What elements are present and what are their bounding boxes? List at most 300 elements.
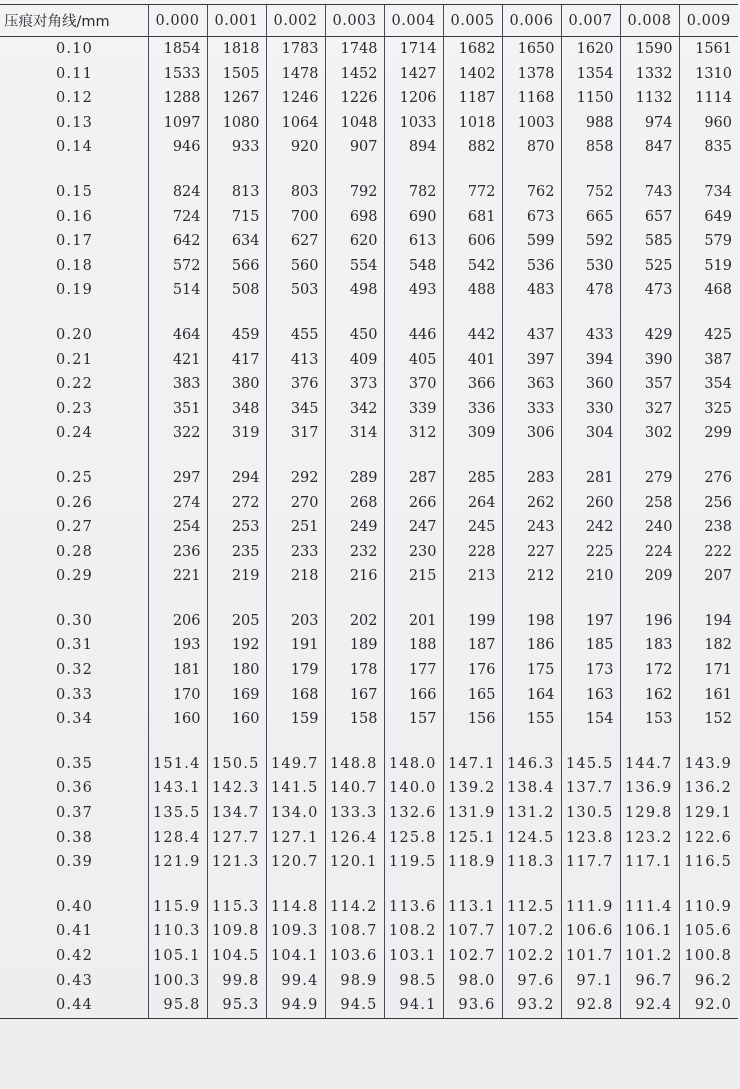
hardness-cell: 153 [620, 707, 679, 732]
diagonal-cell: 0.28 [56, 543, 94, 560]
hardness-cell: 192 [207, 633, 266, 658]
hardness-cell: 172 [620, 658, 679, 683]
table-row [0, 801, 738, 826]
hardness-cell: 243 [502, 515, 561, 540]
hardness-cell: 322 [148, 421, 207, 446]
hardness-cell: 260 [561, 491, 620, 516]
hardness-cell: 110.9 [679, 895, 738, 920]
hardness-cell: 1332 [620, 62, 679, 87]
hardness-cell: 272 [207, 491, 266, 516]
hardness-cell: 266 [384, 491, 443, 516]
diagonal-cell: 0.31 [56, 637, 94, 654]
hardness-cell: 503 [266, 278, 325, 303]
hardness-cell: 397 [502, 348, 561, 373]
hardness-cell: 158 [325, 707, 384, 732]
header-col: 0.002 [266, 5, 325, 37]
hardness-cell: 468 [679, 278, 738, 303]
hardness-cell: 189 [325, 633, 384, 658]
spacer-cell [0, 160, 148, 180]
table-row [0, 658, 738, 683]
spacer-cell [148, 589, 207, 609]
hardness-cell: 197 [561, 609, 620, 634]
hardness-cell: 110.3 [148, 919, 207, 944]
hardness-cell: 159 [266, 707, 325, 732]
hardness-cell: 235 [207, 540, 266, 565]
hardness-cell: 141.5 [266, 776, 325, 801]
hardness-cell: 366 [443, 372, 502, 397]
diagonal-cell: 0.13 [56, 114, 94, 131]
hardness-cell: 128.4 [148, 826, 207, 851]
hardness-cell: 171 [679, 658, 738, 683]
hardness-cell: 634 [207, 229, 266, 254]
spacer-cell [443, 303, 502, 323]
hardness-cell: 207 [679, 564, 738, 589]
hardness-cell: 140.0 [384, 776, 443, 801]
hardness-cell: 105.1 [148, 944, 207, 969]
hardness-cell: 1427 [384, 62, 443, 87]
hardness-cell: 228 [443, 540, 502, 565]
hardness-cell: 106.1 [620, 919, 679, 944]
spacer-cell [384, 303, 443, 323]
table-row [0, 969, 738, 994]
hardness-cell: 112.5 [502, 895, 561, 920]
hardness-cell: 144.7 [620, 752, 679, 777]
spacer-cell [148, 446, 207, 466]
hardness-cell: 145.5 [561, 752, 620, 777]
hardness-cell: 176 [443, 658, 502, 683]
hardness-cell: 134.0 [266, 801, 325, 826]
hardness-cell: 483 [502, 278, 561, 303]
hardness-cell: 281 [561, 466, 620, 491]
hardness-cell: 276 [679, 466, 738, 491]
hardness-cell: 122.6 [679, 826, 738, 851]
hardness-cell: 429 [620, 323, 679, 348]
table-row [0, 62, 738, 87]
spacer-cell [502, 303, 561, 323]
diagonal-cell: 0.38 [56, 829, 94, 846]
diagonal-cell: 0.44 [0, 993, 148, 1018]
hardness-cell: 209 [620, 564, 679, 589]
table-row [0, 135, 738, 160]
hardness-cell: 1783 [266, 37, 325, 62]
hardness-cell: 230 [384, 540, 443, 565]
hardness-cell: 151.4 [148, 752, 207, 777]
hardness-cell: 548 [384, 254, 443, 279]
spacer-cell [561, 732, 620, 752]
group-spacer [0, 589, 738, 609]
table-row [0, 944, 738, 969]
spacer-cell [502, 589, 561, 609]
header-col: 0.001 [207, 5, 266, 37]
hardness-cell: 126.4 [325, 826, 384, 851]
hardness-cell: 103.1 [384, 944, 443, 969]
spacer-cell [679, 303, 738, 323]
spacer-cell [620, 160, 679, 180]
hardness-cell: 119.5 [384, 850, 443, 875]
hardness-cell: 370 [384, 372, 443, 397]
hardness-cell: 560 [266, 254, 325, 279]
hardness-cell: 173 [561, 658, 620, 683]
hardness-cell: 100.3 [148, 969, 207, 994]
hardness-cell: 519 [679, 254, 738, 279]
spacer-cell [266, 875, 325, 895]
hardness-cell: 148.8 [325, 752, 384, 777]
hardness-cell: 105.6 [679, 919, 738, 944]
diagonal-cell: 0.41 [56, 923, 94, 940]
hardness-cell: 592 [561, 229, 620, 254]
hardness-cell: 165 [443, 683, 502, 708]
spacer-cell [384, 875, 443, 895]
hardness-cell: 147.1 [443, 752, 502, 777]
diagonal-cell: 0.27 [56, 519, 94, 536]
hardness-cell: 1452 [325, 62, 384, 87]
hardness-cell: 835 [679, 135, 738, 160]
hardness-cell: 376 [266, 372, 325, 397]
spacer-cell [443, 875, 502, 895]
hardness-cell: 394 [561, 348, 620, 373]
hardness-cell: 127.1 [266, 826, 325, 851]
hardness-cell: 348 [207, 397, 266, 422]
hardness-cell: 450 [325, 323, 384, 348]
hardness-cell: 803 [266, 180, 325, 205]
hardness-cell: 166 [384, 683, 443, 708]
header-col: 0.009 [679, 5, 738, 37]
hardness-cell: 734 [679, 180, 738, 205]
hardness-cell: 160 [148, 707, 207, 732]
hardness-cell: 186 [502, 633, 561, 658]
table-row [0, 254, 738, 279]
hardness-cell: 102.2 [502, 944, 561, 969]
hardness-cell: 201 [384, 609, 443, 634]
diagonal-cell: 0.23 [56, 400, 94, 417]
hardness-cell: 94.1 [384, 993, 443, 1018]
table-row [0, 776, 738, 801]
hardness-cell: 238 [679, 515, 738, 540]
hardness-cell: 380 [207, 372, 266, 397]
diagonal-cell: 0.17 [56, 233, 94, 250]
spacer-cell [443, 160, 502, 180]
hardness-cell: 103.6 [325, 944, 384, 969]
hardness-cell: 164 [502, 683, 561, 708]
table-row [0, 348, 738, 373]
hardness-cell: 216 [325, 564, 384, 589]
hardness-cell: 572 [148, 254, 207, 279]
group-spacer [0, 446, 738, 466]
spacer-cell [0, 732, 148, 752]
hardness-cell: 325 [679, 397, 738, 422]
hardness-cell: 136.2 [679, 776, 738, 801]
hardness-cell: 413 [266, 348, 325, 373]
hardness-cell: 1018 [443, 111, 502, 136]
hardness-cell: 167 [325, 683, 384, 708]
hardness-cell: 299 [679, 421, 738, 446]
diagonal-cell: 0.11 [56, 65, 94, 82]
hardness-cell: 96.7 [620, 969, 679, 994]
hardness-cell: 92.8 [561, 993, 620, 1018]
hardness-cell: 130.5 [561, 801, 620, 826]
hardness-cell: 1310 [679, 62, 738, 87]
spacer-cell [561, 589, 620, 609]
hardness-cell: 168 [266, 683, 325, 708]
spacer-cell [148, 303, 207, 323]
diagonal-cell: 0.40 [56, 898, 94, 915]
hardness-cell: 988 [561, 111, 620, 136]
group-spacer [0, 875, 738, 895]
spacer-cell [207, 875, 266, 895]
hardness-cell: 210 [561, 564, 620, 589]
hardness-cell: 98.0 [443, 969, 502, 994]
hardness-cell: 1561 [679, 37, 738, 62]
hardness-cell: 1714 [384, 37, 443, 62]
hardness-cell: 1854 [148, 37, 207, 62]
hardness-cell: 946 [148, 135, 207, 160]
hardness-cell: 106.6 [561, 919, 620, 944]
spacer-cell [384, 589, 443, 609]
hardness-cell: 99.8 [207, 969, 266, 994]
spacer-cell [325, 303, 384, 323]
table-row [0, 895, 738, 920]
hardness-cell: 920 [266, 135, 325, 160]
hardness-cell: 1682 [443, 37, 502, 62]
spacer-cell [620, 589, 679, 609]
hardness-cell: 127.7 [207, 826, 266, 851]
hardness-cell: 242 [561, 515, 620, 540]
hardness-cell: 508 [207, 278, 266, 303]
spacer-cell [384, 732, 443, 752]
hardness-cell: 268 [325, 491, 384, 516]
hardness-cell: 146.3 [502, 752, 561, 777]
spacer-cell [679, 160, 738, 180]
hardness-cell: 118.3 [502, 850, 561, 875]
hardness-cell: 782 [384, 180, 443, 205]
diagonal-cell: 0.10 [56, 41, 94, 57]
hardness-cell: 1206 [384, 86, 443, 111]
spacer-cell [0, 446, 148, 466]
hardness-cell: 336 [443, 397, 502, 422]
diagonal-cell: 0.32 [56, 662, 94, 679]
hardness-cell: 302 [620, 421, 679, 446]
hardness-cell: 585 [620, 229, 679, 254]
hardness-cell: 156 [443, 707, 502, 732]
hardness-cell: 363 [502, 372, 561, 397]
hardness-cell: 114.8 [266, 895, 325, 920]
table-row [0, 683, 738, 708]
hardness-cell: 642 [148, 229, 207, 254]
hardness-cell: 131.2 [502, 801, 561, 826]
spacer-cell [384, 446, 443, 466]
spacer-cell [0, 875, 148, 895]
hardness-cell: 157 [384, 707, 443, 732]
hardness-cell: 149.7 [266, 752, 325, 777]
hardness-cell: 94.9 [266, 993, 325, 1018]
hardness-cell: 542 [443, 254, 502, 279]
hardness-cell: 107.2 [502, 919, 561, 944]
hardness-cell: 345 [266, 397, 325, 422]
hardness-cell: 181 [148, 658, 207, 683]
hardness-cell: 139.2 [443, 776, 502, 801]
hardness-cell: 133.3 [325, 801, 384, 826]
hardness-cell: 104.1 [266, 944, 325, 969]
hardness-cell: 339 [384, 397, 443, 422]
table-row [0, 229, 738, 254]
hardness-cell: 473 [620, 278, 679, 303]
hardness-cell: 294 [207, 466, 266, 491]
hardness-cell: 142.3 [207, 776, 266, 801]
hardness-cell: 148.0 [384, 752, 443, 777]
hardness-cell: 124.5 [502, 826, 561, 851]
table-row [0, 86, 738, 111]
spacer-cell [679, 589, 738, 609]
hardness-cell: 1378 [502, 62, 561, 87]
hardness-cell: 333 [502, 397, 561, 422]
table-row [0, 491, 738, 516]
hardness-cell: 224 [620, 540, 679, 565]
header-col: 0.005 [443, 5, 502, 37]
hardness-cell: 137.7 [561, 776, 620, 801]
hardness-cell: 98.9 [325, 969, 384, 994]
table-row [0, 850, 738, 875]
hardness-cell: 357 [620, 372, 679, 397]
hardness-cell: 177 [384, 658, 443, 683]
hardness-cell: 309 [443, 421, 502, 446]
table-row [0, 323, 738, 348]
hardness-cell: 108.7 [325, 919, 384, 944]
hardness-cell: 405 [384, 348, 443, 373]
hardness-cell: 289 [325, 466, 384, 491]
spacer-cell [207, 589, 266, 609]
group-spacer [0, 732, 738, 752]
hardness-cell: 360 [561, 372, 620, 397]
hardness-cell: 665 [561, 205, 620, 230]
hardness-cell: 1168 [502, 86, 561, 111]
hardness-cell: 121.3 [207, 850, 266, 875]
hardness-cell: 107.7 [443, 919, 502, 944]
hardness-cell: 314 [325, 421, 384, 446]
hardness-cell: 627 [266, 229, 325, 254]
hardness-cell: 247 [384, 515, 443, 540]
diagonal-cell: 0.24 [56, 425, 94, 442]
hardness-cell: 1818 [207, 37, 266, 62]
hardness-cell: 1354 [561, 62, 620, 87]
hardness-cell: 1288 [148, 86, 207, 111]
hardness-cell: 525 [620, 254, 679, 279]
header-col: 0.003 [325, 5, 384, 37]
spacer-cell [207, 446, 266, 466]
hardness-cell: 681 [443, 205, 502, 230]
hardness-cell: 111.4 [620, 895, 679, 920]
spacer-cell [679, 875, 738, 895]
hardness-cell: 960 [679, 111, 738, 136]
hardness-cell: 724 [148, 205, 207, 230]
diagonal-cell: 0.18 [56, 257, 94, 274]
spacer-cell [679, 732, 738, 752]
hardness-cell: 182 [679, 633, 738, 658]
hardness-cell: 99.4 [266, 969, 325, 994]
hardness-cell: 425 [679, 323, 738, 348]
diagonal-cell: 0.43 [56, 972, 94, 989]
spacer-cell [502, 732, 561, 752]
hardness-cell: 222 [679, 540, 738, 565]
hardness-cell: 437 [502, 323, 561, 348]
hardness-cell: 698 [325, 205, 384, 230]
hardness-cell: 514 [148, 278, 207, 303]
spacer-cell [620, 875, 679, 895]
hardness-cell: 858 [561, 135, 620, 160]
hardness-cell: 262 [502, 491, 561, 516]
hardness-cell: 813 [207, 180, 266, 205]
hardness-cell: 125.1 [443, 826, 502, 851]
table-row [0, 993, 738, 1018]
hardness-cell: 657 [620, 205, 679, 230]
hardness-cell: 579 [679, 229, 738, 254]
hardness-cell: 446 [384, 323, 443, 348]
diagonal-cell: 0.29 [56, 568, 94, 585]
hardness-cell: 1620 [561, 37, 620, 62]
hardness-cell: 97.1 [561, 969, 620, 994]
diagonal-cell: 0.25 [56, 469, 94, 486]
hardness-cell: 421 [148, 348, 207, 373]
spacer-cell [266, 589, 325, 609]
hardness-cell: 232 [325, 540, 384, 565]
hardness-cell: 118.9 [443, 850, 502, 875]
hardness-cell: 464 [148, 323, 207, 348]
hardness-cell: 206 [148, 609, 207, 634]
hardness-cell: 772 [443, 180, 502, 205]
hardness-cell: 620 [325, 229, 384, 254]
header-col: 0.000 [148, 5, 207, 37]
hardness-cell: 1064 [266, 111, 325, 136]
table-row [0, 111, 738, 136]
hardness-cell: 530 [561, 254, 620, 279]
spacer-cell [443, 589, 502, 609]
hardness-cell: 143.9 [679, 752, 738, 777]
table-row [0, 421, 738, 446]
table-row [0, 919, 738, 944]
hardness-cell: 1246 [266, 86, 325, 111]
hardness-cell: 225 [561, 540, 620, 565]
hardness-cell: 175 [502, 658, 561, 683]
spacer-cell [443, 732, 502, 752]
hardness-cell: 907 [325, 135, 384, 160]
spacer-cell [443, 446, 502, 466]
hardness-cell: 180 [207, 658, 266, 683]
hardness-cell: 1150 [561, 86, 620, 111]
hardness-cell: 700 [266, 205, 325, 230]
hardness-cell: 354 [679, 372, 738, 397]
hardness-cell: 240 [620, 515, 679, 540]
header-col: 0.007 [561, 5, 620, 37]
hardness-cell: 974 [620, 111, 679, 136]
spacer-cell [148, 160, 207, 180]
hardness-cell: 442 [443, 323, 502, 348]
hardness-cell: 264 [443, 491, 502, 516]
hardness-cell: 253 [207, 515, 266, 540]
hardness-cell: 227 [502, 540, 561, 565]
hardness-cell: 161 [679, 683, 738, 708]
diagonal-cell: 0.19 [56, 282, 94, 299]
diagonal-cell: 0.21 [56, 351, 94, 368]
table-row [0, 515, 738, 540]
hardness-cell: 96.2 [679, 969, 738, 994]
hardness-cell: 120.7 [266, 850, 325, 875]
hardness-cell: 1748 [325, 37, 384, 62]
hardness-cell: 762 [502, 180, 561, 205]
hardness-cell: 1003 [502, 111, 561, 136]
hardness-cell: 111.9 [561, 895, 620, 920]
hardness-cell: 882 [443, 135, 502, 160]
hardness-cell: 317 [266, 421, 325, 446]
hardness-cell: 98.5 [384, 969, 443, 994]
